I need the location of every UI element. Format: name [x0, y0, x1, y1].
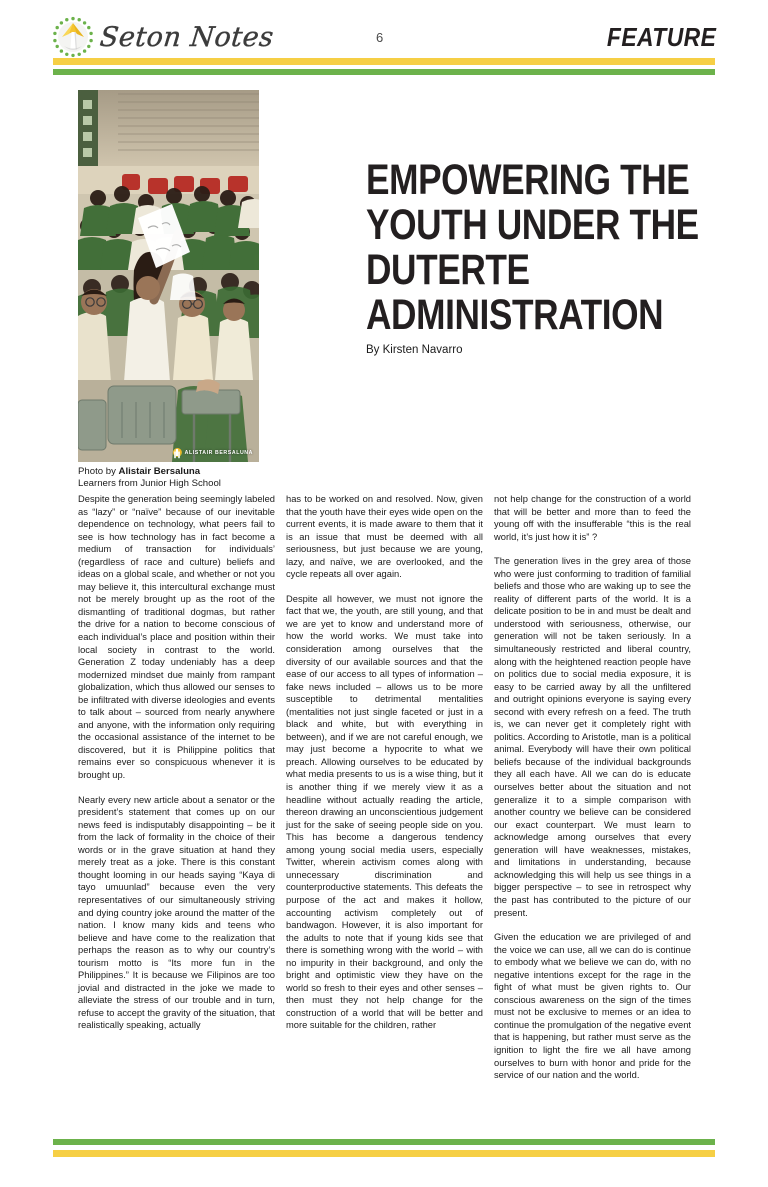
seton-torch-globe-logo-icon	[52, 16, 94, 58]
paragraph: not help change for the construction of a world that will be better and more than to feed the young off with the insufferable “this is the real world, it’s just how it is” ?	[494, 494, 691, 542]
page-number: 6	[376, 30, 384, 45]
article-byline: By Kirsten Navarro	[366, 344, 463, 356]
article-body	[78, 493, 692, 1082]
article-column-1	[78, 493, 275, 1082]
footer-rule-yellow	[53, 1150, 715, 1157]
article-column-3	[494, 493, 691, 1082]
brand-name: Seton Notes	[98, 21, 276, 53]
photo-watermark	[173, 448, 253, 457]
watermark-text: ALISTAIR BERSALUNA	[184, 449, 253, 456]
caption-photographer-name: Alistair Bersaluna	[118, 466, 201, 477]
watermark-logo-icon	[173, 448, 182, 457]
article-photo-block	[78, 90, 259, 462]
caption-subject: Learners from Junior High School	[78, 477, 221, 489]
photo-caption	[78, 466, 328, 489]
header-rule-yellow	[53, 58, 715, 65]
article-column-2	[286, 493, 483, 1082]
brand	[52, 16, 274, 58]
paragraph: Despite the generation being seemingly labeled as “lazy” or “naïve” because of our inevitable dependence on technology, what peers fail to see is how technology has in fact become a medium of transaction for individuals’ (regardless of race and culture) beliefs and ideas on a global scale, and whether or not you may believe it, this intercultural exchange must not be merely brought up as the root of the dismantling of traditional dogmas, but rather the drive for a nation to become conscious of each individual’s place and position within their local society in contrast to the world. Generation Z today undeniably has a deep modernized mindset due mainly from rampant globalization, which thus allowed our senses to be infiltrated with diverse ideologies and events to talk about – sourced from nearly anywhere and anyone, with the information only requiring the occasional assistance of the internet to be discovered, but it is Philippine politics that remains ever so conspicuous whenever it is brought up.	[78, 494, 275, 781]
paragraph: has to be worked on and resolved. Now, given that the youth have their eyes wide open on the current events, it is made aware to them that it is an issue that must be deemed with all seriousness, but just because we are young, lazy, and naïve, we are overlooked, and the cycle repeats all over again.	[286, 494, 483, 580]
article-headline: EMPOWERING THE YOUTH UNDER THE DUTERTE ADMINISTRATION	[366, 156, 699, 339]
article-photo	[78, 90, 259, 462]
paragraph: Given the education we are privileged of and the voice we can use, all we can do is continue to embody what we believe we can do, with no negative intentions except for the rage in the fight of what must be given rights to. Our conscious awareness on the sign of the times must not be exclusive to memes or an idea to continue the promulgation of the negative event that is happening, but rather must serve as the ignition to light the fire we all have among ourselves to burn with honor and pride for the service of our nation and the world.	[494, 932, 691, 1081]
caption-credit-prefix: Photo by	[78, 466, 119, 477]
headline-block	[366, 158, 702, 356]
paragraph: Despite all however, we must not ignore the fact that we, the youth, are still young, and that we are yet to know and understand more of how the world works. We must take into consideration among ourselves that the diversity of our available sources and that the ease of our access to all types of information – fake news included – allows us to be more susceptible to detrimental mentalities (mentalities not just single faceted or just in a black and white, but with everything in between), and if we are not careful enough, we may just become a hypocrite to what we preach. Allowing ourselves to be educated by what media presents to us is a wise thing, but it is another thing if we merely view it as a headline without actually reading the article, thereon drawing an unconscientious judgement just for the sake of seeing people side on you. This has become a dangerous tendency among young social media users, especially Twitter, wherein activism comes along with unnecessary discrimination and counterproductive statements. This defeats the purpose of the act and makes it hollow, accounting activism completely out of bandwagon. However, it is also important for the adults to note that if young kids see that there is something wrong with the world – with no impurity in their background, and only the bright and optimistic view they have on the world so fresh to their eyes and other senses – then must they not help change for the construction of a world that will be better and more suitable for the children, rather	[286, 593, 483, 1031]
paragraph: The generation lives in the grey area of those who were just conforming to tradition of familial beliefs and those who are waking up to see the reality of different parts of the world. It is a delicate position to be in and must be dealt and understood with seriousness, otherwise, our generation will not be taken seriously. In a simultaneously restricted and liberal country, along with the heightened reaction people have on politics due to social media exposure, it is easy to be carried away by all the unfiltered and outright opinions everyone is saying every second with every refresh on a feed. The truth is, we can never get it completely right with politics. According to Aristotle, man is a political animal. Everybody will have their own political beliefs because of the individual backgrounds they all each have. All we can do is educate ourselves better about the situation and not generalize it to a simple comparison with another country we believe can be considered our exact counterpart. We must learn to acknowledge among ourselves that every generation will have weaknesses, mistakes, and limitations in understanding, because acknowledging this will help us see things in a bigger perspective – to see in retrospect why the past has contributed to the picture of our present.	[494, 556, 691, 918]
masthead	[0, 0, 768, 76]
footer-rule-green	[53, 1139, 715, 1145]
paragraph: Nearly every new article about a senator or the president’s statement that comes up on our news feed is indisputably disappointing – be it from the lack of formality in the choice of their words or in the grave situation at hand they merely treat as a joke. There is this constant thought looming in our heads saying “Kaya di tayo umuunlad” because even the very representatives of our simultaneously striving and dying country joke around the matter of the nation. I know many kids and teens who believe and have come to the realization that perhaps the reason as to why our country’s tourism motto is “Its more fun in the Philippines.” It is because we Filipinos are too jovial and distracted in the joke we made to alleviate the stress of our trouble and in turn, refuse to accept the gravity of the situation, that realistically speaking, actually	[78, 794, 275, 1031]
section-label: FEATURE	[606, 22, 716, 52]
header-rule-green	[53, 69, 715, 75]
